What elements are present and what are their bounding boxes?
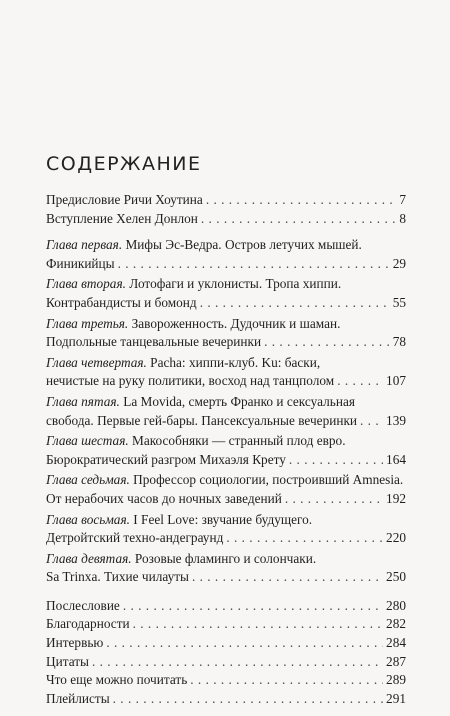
page-number: 164	[386, 451, 406, 467]
toc-chapter-5	[46, 393, 406, 430]
chapter-label: Глава седьмая.	[46, 472, 130, 488]
page-number: 284	[386, 635, 406, 651]
dot-leader	[123, 597, 383, 616]
toc-entry-text: Вступление Хелен Донлон	[46, 210, 198, 226]
table-of-contents	[46, 191, 406, 708]
toc-entry-playlists	[46, 690, 406, 709]
chapter-label: Глава шестая.	[46, 433, 129, 449]
dot-leader	[118, 255, 390, 274]
dot-leader	[285, 490, 383, 509]
toc-entry-interviews	[46, 634, 406, 653]
chapter-label: Глава пятая.	[46, 393, 120, 409]
page-number: 287	[386, 653, 406, 669]
toc-chapter-7	[46, 471, 406, 508]
page-number: 220	[386, 530, 406, 546]
chapter-title-line1: I Feel Love: звучание будущего.	[129, 511, 313, 527]
chapter-label: Глава четвертая.	[46, 354, 147, 370]
toc-chapter-3	[46, 315, 406, 352]
chapter-title-line1: Мифы Эс-Ведра. Остров летучих мышей.	[122, 237, 362, 253]
page-number: 8	[399, 210, 406, 226]
toc-chapter-1	[46, 236, 406, 273]
toc-entry-text: Предисловие Ричи Хоутина	[46, 192, 203, 207]
page-number: 7	[399, 192, 406, 207]
page-number: 250	[386, 569, 406, 585]
page-number: 78	[392, 334, 406, 350]
chapter-title-line2: свобода. Первые гей-бары. Пансексуальные вечеринки	[46, 412, 358, 428]
toc-entry-text: Послесловие	[46, 597, 120, 613]
chapter-title-line1: Pacha: хиппи-клуб. Ku: баски,	[146, 354, 321, 370]
chapter-title-line1: La Movida, смерть Франко и сексуальная	[119, 393, 355, 409]
chapter-title-line2: Детройтский техно-андеграунд	[46, 530, 224, 546]
toc-chapter-2	[46, 275, 406, 312]
page-number: 29	[392, 255, 406, 271]
chapter-title-line2: Финикийцы	[46, 255, 115, 271]
toc-chapter-9	[46, 550, 406, 587]
toc-chapter-8	[46, 511, 406, 548]
chapter-label: Глава третья.	[46, 315, 129, 331]
chapter-title-line1: Завороженность. Дудочник и шаман.	[128, 315, 341, 331]
dot-leader	[133, 615, 383, 634]
chapter-label: Глава девятая.	[46, 550, 132, 566]
toc-chapter-6	[46, 432, 406, 469]
toc-chapter-4	[46, 354, 406, 391]
chapter-label: Глава вторая.	[46, 276, 126, 292]
chapter-title-line2: Бюрократический разгром Михаэля Крету	[46, 451, 286, 467]
chapter-title-line1: Профессор социологии, построивший Amnesia.	[129, 472, 404, 488]
page-number: 282	[386, 616, 406, 632]
dot-leader	[190, 671, 383, 690]
page-number: 107	[386, 373, 406, 389]
toc-entry-text: Цитаты	[46, 653, 89, 669]
chapter-title-line2: Подпольные танцевальные вечеринки	[46, 334, 262, 350]
dot-leader	[201, 210, 396, 229]
toc-entry-text: Благодарности	[46, 616, 130, 632]
dot-leader	[92, 653, 383, 672]
page-number: 192	[386, 490, 406, 506]
chapter-title-line2: Контрабандисты и бомонд	[46, 294, 197, 310]
toc-entry-quotes	[46, 653, 406, 672]
page-number: 280	[386, 597, 406, 613]
dot-leader	[192, 568, 383, 587]
toc-entry-text: Плейлисты	[46, 690, 110, 706]
chapter-title-line1: Макособняки — странный плод евро.	[128, 433, 346, 449]
dot-leader	[206, 191, 397, 210]
chapter-label: Глава первая.	[46, 237, 123, 253]
toc-entry-text: Что еще можно почитать	[46, 672, 188, 688]
chapter-title-line2: нечистые на руку политики, восход над танцполом	[46, 373, 335, 389]
dot-leader	[226, 529, 383, 548]
toc-entry-text: Интервью	[46, 635, 104, 651]
dot-leader	[113, 690, 383, 709]
page-number: 139	[386, 412, 406, 428]
chapter-title-line1: Розовые фламинго и солончаки.	[131, 550, 317, 566]
page-title: СОДЕРЖАНИЕ	[46, 153, 202, 175]
chapter-title-line2: Sa Trinxa. Тихие чилауты	[46, 569, 189, 585]
dot-leader	[360, 412, 383, 431]
chapter-title-line1: Лотофаги и уклонисты. Тропа хиппи.	[125, 276, 342, 292]
page-number: 291	[386, 690, 406, 706]
toc-entry-further-reading	[46, 671, 406, 690]
dot-leader	[337, 372, 383, 391]
dot-leader	[106, 634, 383, 653]
toc-entry-introduction	[46, 210, 406, 229]
toc-entry-acknowledgements	[46, 615, 406, 634]
dot-leader	[289, 451, 383, 470]
toc-entry-foreword	[46, 191, 406, 210]
dot-leader	[200, 294, 390, 313]
page-number: 55	[392, 294, 406, 310]
toc-entry-afterword	[46, 597, 406, 616]
dot-leader	[264, 333, 390, 352]
page-number: 289	[386, 672, 406, 688]
chapter-title-line2: От нерабочих часов до ночных заведений	[46, 490, 282, 506]
chapter-label: Глава восьмая.	[46, 511, 130, 527]
